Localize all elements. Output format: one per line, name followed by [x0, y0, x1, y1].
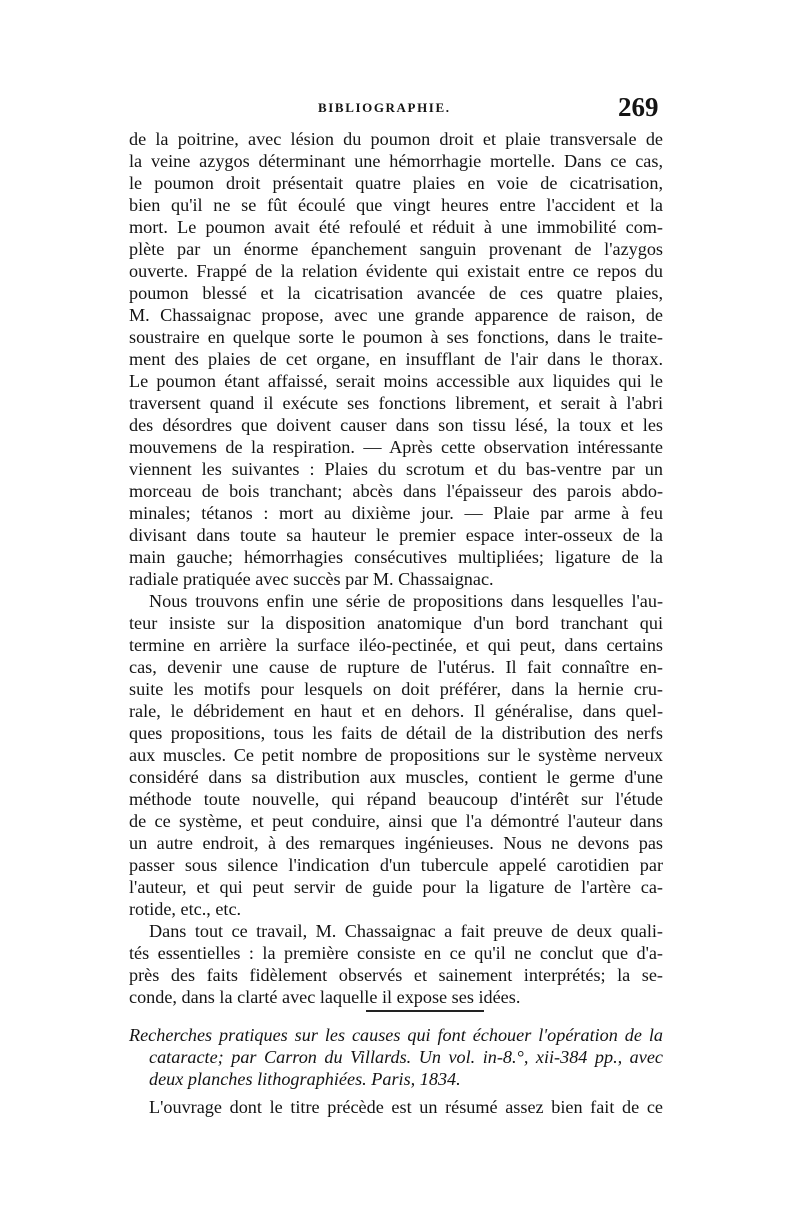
text-line: minales; tétanos : mort au dixième jour. — Plaie par arme à feu — [129, 503, 663, 523]
text-line: bien qu'il ne se fût écoulé que vingt heures entre l'accident et la — [129, 195, 663, 215]
text-line: teur insiste sur la disposition anatomique d'un bord tranchant qui — [129, 613, 663, 633]
text-line: morceau de bois tranchant; abcès dans l'épaisseur des parois abdo- — [129, 481, 663, 501]
divider-rule — [366, 1010, 484, 1012]
text-line: main gauche; hémorrhagies consécutives multipliées; ligature de la — [129, 547, 663, 567]
text-line: ques propositions, tous les faits de détail de la distribution des nerfs — [129, 723, 663, 743]
paragraph-conclusion — [129, 920, 663, 1008]
text-line: M. Chassaignac propose, avec une grande apparence de raison, de — [129, 305, 663, 325]
text-line: soustraire en quelque sorte le poumon à ses fonctions, dans le traite- — [129, 327, 663, 347]
text-line: rale, le débridement en haut et en dehors. Il généralise, dans quel- — [129, 701, 663, 721]
text-line: viennent les suivantes : Plaies du scrotum et du bas-ventre par un — [129, 459, 663, 479]
running-head — [0, 92, 800, 132]
text-line: la veine azygos déterminant une hémorrhagie mortelle. Dans ce cas, — [129, 151, 663, 171]
text-line: ment des plaies de cet organe, en insufflant de l'air dans le thorax. — [129, 349, 663, 369]
text-line: Nous trouvons enfin une série de propositions dans lesquelles l'au- — [149, 591, 663, 611]
header-title: BIBLIOGRAPHIE. — [318, 100, 451, 115]
page-number: 269 — [618, 92, 659, 122]
text-line: termine en arrière la surface iléo-pectinée, et qui peut, dans certains — [129, 635, 663, 655]
text-line: divisant dans toute sa hauteur le premier espace inter-osseux de la — [129, 525, 663, 545]
text-line: Dans tout ce travail, M. Chassaignac a fait preuve de deux quali- — [149, 921, 663, 941]
paragraph-propositions — [129, 590, 663, 920]
text-line: mort. Le poumon avait été refoulé et réduit à une immobilité com- — [129, 217, 663, 237]
reference-line: cataracte; par Carron du Villards. Un vol. in-8.°, xii-384 pp., avec — [149, 1047, 663, 1067]
text-line: conde, dans la clarté avec laquelle il expose ses idées. — [129, 987, 521, 1007]
text-line: suite les motifs pour lesquels on doit préférer, dans la hernie cru- — [129, 679, 663, 699]
text-line: Le poumon étant affaissé, serait moins accessible aux liquides qui le — [129, 371, 663, 391]
text-line: tés essentielles : la première consiste en ce qu'il ne conclut que d'a- — [129, 943, 663, 963]
text-line: un autre endroit, à des remarques ingénieuses. Nous ne devons pas — [129, 833, 663, 853]
text-line: L'ouvrage dont le titre précède est un résumé assez bien fait de ce — [149, 1097, 663, 1117]
text-line: aux muscles. Ce petit nombre de propositions sur le système nerveux — [129, 745, 663, 765]
text-line: près des faits fidèlement observés et sainement interprétés; la se- — [129, 965, 663, 985]
text-line: plète par un énorme épanchement sanguin provenant de l'azygos — [129, 239, 663, 259]
bibliographic-reference — [129, 1024, 663, 1090]
text-line: méthode toute nouvelle, qui répand beaucoup d'intérêt sur l'étude — [129, 789, 663, 809]
text-line: radiale pratiquée avec succès par M. Chassaignac. — [129, 569, 494, 589]
text-line: cas, devenir une cause de rupture de l'utérus. Il fait connaître en- — [129, 657, 663, 677]
body-text — [129, 128, 663, 1118]
text-line: rotide, etc., etc. — [129, 899, 242, 919]
paragraph-review — [129, 1096, 663, 1118]
reference-line: Recherches pratiques sur les causes qui font échouer l'opération de la — [129, 1025, 663, 1045]
text-line: considéré dans sa distribution aux muscles, contient le germe d'une — [129, 767, 663, 787]
text-line: mouvemens de la respiration. — Après cette observation intéressante — [129, 437, 663, 457]
reference-line: deux planches lithographiées. Paris, 1834. — [149, 1069, 461, 1089]
text-line: le poumon droit présentait quatre plaies en voie de cicatrisation, — [129, 173, 663, 193]
text-line: l'auteur, et qui peut servir de guide pour la ligature de l'artère ca- — [129, 877, 663, 897]
section-divider — [129, 1008, 663, 1018]
text-line: poumon blessé et la cicatrisation avancée de ces quatre plaies, — [129, 283, 663, 303]
text-line: traversent quand il exécute ses fonctions librement, et serait à l'abri — [129, 393, 663, 413]
text-line: ouverte. Frappé de la relation évidente qui existait entre ce repos du — [129, 261, 663, 281]
paragraph-observations — [129, 128, 663, 590]
text-line: de la poitrine, avec lésion du poumon droit et plaie transversale de — [129, 129, 663, 149]
text-line: de ce système, et peut conduire, ainsi que l'a démontré l'auteur dans — [129, 811, 663, 831]
text-line: des désordres que doivent causer dans son tissu lésé, la toux et les — [129, 415, 663, 435]
text-line: passer sous silence l'indication d'un tubercule appelé carotidien par — [129, 855, 663, 875]
